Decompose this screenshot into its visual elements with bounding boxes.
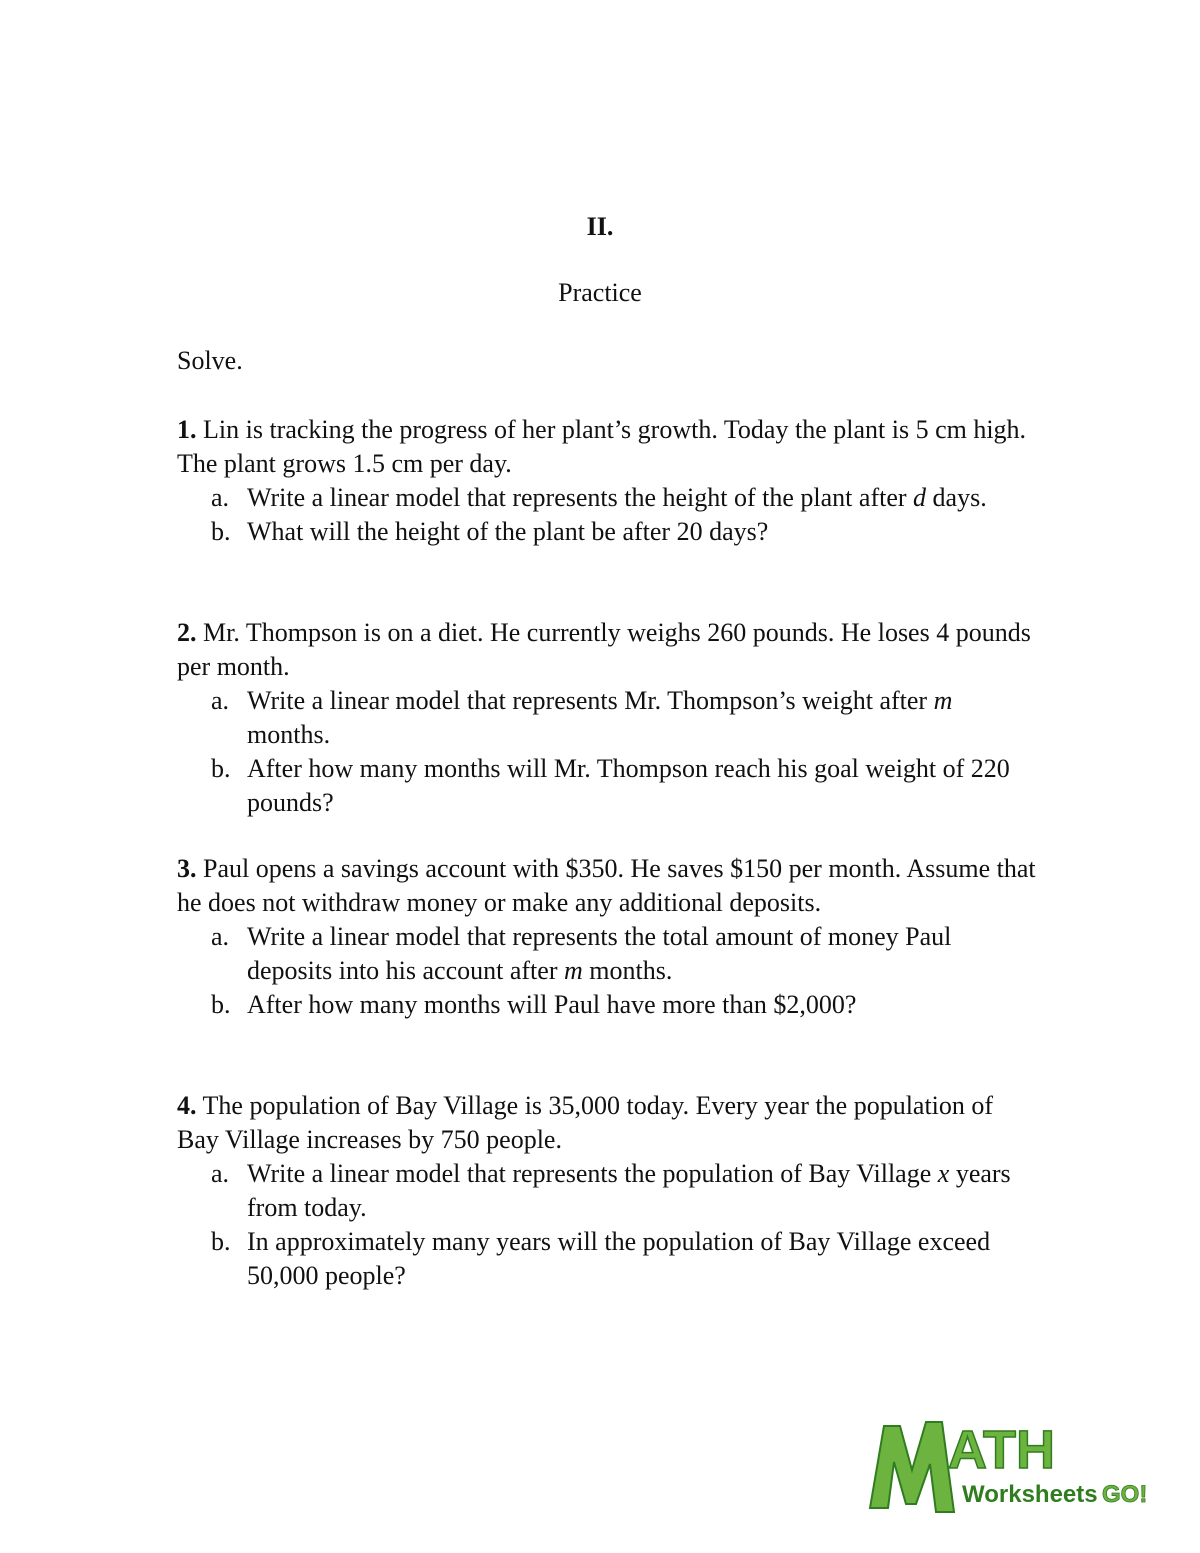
problem-text: Lin is tracking the progress of her plant’s growth. Today the plant is 5 cm high. The plant grows 1.5 cm per day. (177, 415, 1027, 478)
problem-text: Paul opens a savings account with $350. He saves $150 per month. Assume that he does not withdraw money or make any additional deposits. (177, 854, 1036, 917)
instruction: Solve. (177, 346, 243, 375)
section-title: Practice (558, 278, 642, 307)
part-text: After how many months will Mr. Thompson reach his goal weight of 220 pounds? (247, 754, 1010, 817)
part-letter: b. (211, 1227, 231, 1256)
problem-part-b (177, 515, 1037, 549)
problem-text: Mr. Thompson is on a diet. He currently weighs 260 pounds. He loses 4 pounds per month. (177, 618, 1031, 681)
problem-stem (177, 616, 1037, 684)
problem-part-a (177, 684, 1037, 752)
part-letter: b. (211, 990, 231, 1019)
logo-ath: ATH (948, 1420, 1055, 1480)
part-letter: b. (211, 754, 231, 783)
problem-part-b (177, 752, 1037, 820)
variable: d (913, 483, 927, 512)
problem-stem (177, 852, 1037, 920)
math-worksheets-go-logo (866, 1408, 1156, 1518)
part-text: What will the height of the plant be after 20 days? (247, 517, 769, 546)
problem-stem (177, 413, 1037, 481)
problem-3 (177, 852, 1037, 1022)
problem-4 (177, 1089, 1037, 1293)
part-letter: a. (211, 1159, 230, 1188)
problem-part-b (177, 988, 1037, 1022)
variable: m (933, 686, 953, 715)
part-text: After how many months will Paul have more than $2,000? (247, 990, 857, 1019)
part-text: Write a linear model that represents Mr. Thompson’s weight after m months. (247, 686, 953, 749)
problem-part-b (177, 1225, 1037, 1293)
part-text: Write a linear model that represents the population of Bay Village x years from today. (247, 1159, 1011, 1222)
part-letter: a. (211, 483, 230, 512)
part-letter: a. (211, 686, 230, 715)
logo-tagline-worksheets: Worksheets (962, 1481, 1098, 1508)
problem-1 (177, 413, 1037, 549)
problem-number: 4. (177, 1091, 197, 1120)
problem-number: 2. (177, 618, 197, 647)
section-number: II. (586, 212, 614, 241)
logo-tagline-go: GO! (1102, 1481, 1148, 1508)
part-text: Write a linear model that represents the total amount of money Paul deposits into his account after m months. (247, 922, 952, 985)
part-text: Write a linear model that represents the height of the plant after d days. (247, 483, 987, 512)
problem-parts (177, 684, 1037, 820)
problem-parts (177, 1157, 1037, 1293)
part-letter: a. (211, 922, 230, 951)
problem-part-a (177, 1157, 1037, 1225)
part-letter: b. (211, 517, 231, 546)
part-text: In approximately many years will the population of Bay Village exceed 50,000 people? (247, 1227, 991, 1290)
variable: m (563, 956, 583, 985)
problem-parts (177, 920, 1037, 1022)
problem-stem (177, 1089, 1037, 1157)
problem-parts (177, 481, 1037, 549)
problem-2 (177, 616, 1037, 820)
problem-part-a (177, 920, 1037, 988)
problem-number: 3. (177, 854, 197, 883)
problem-part-a (177, 481, 1037, 515)
problem-number: 1. (177, 415, 197, 444)
variable: x (937, 1159, 950, 1188)
problem-text: The population of Bay Village is 35,000 today. Every year the population of Bay Village increases by 750 people. (177, 1091, 994, 1154)
